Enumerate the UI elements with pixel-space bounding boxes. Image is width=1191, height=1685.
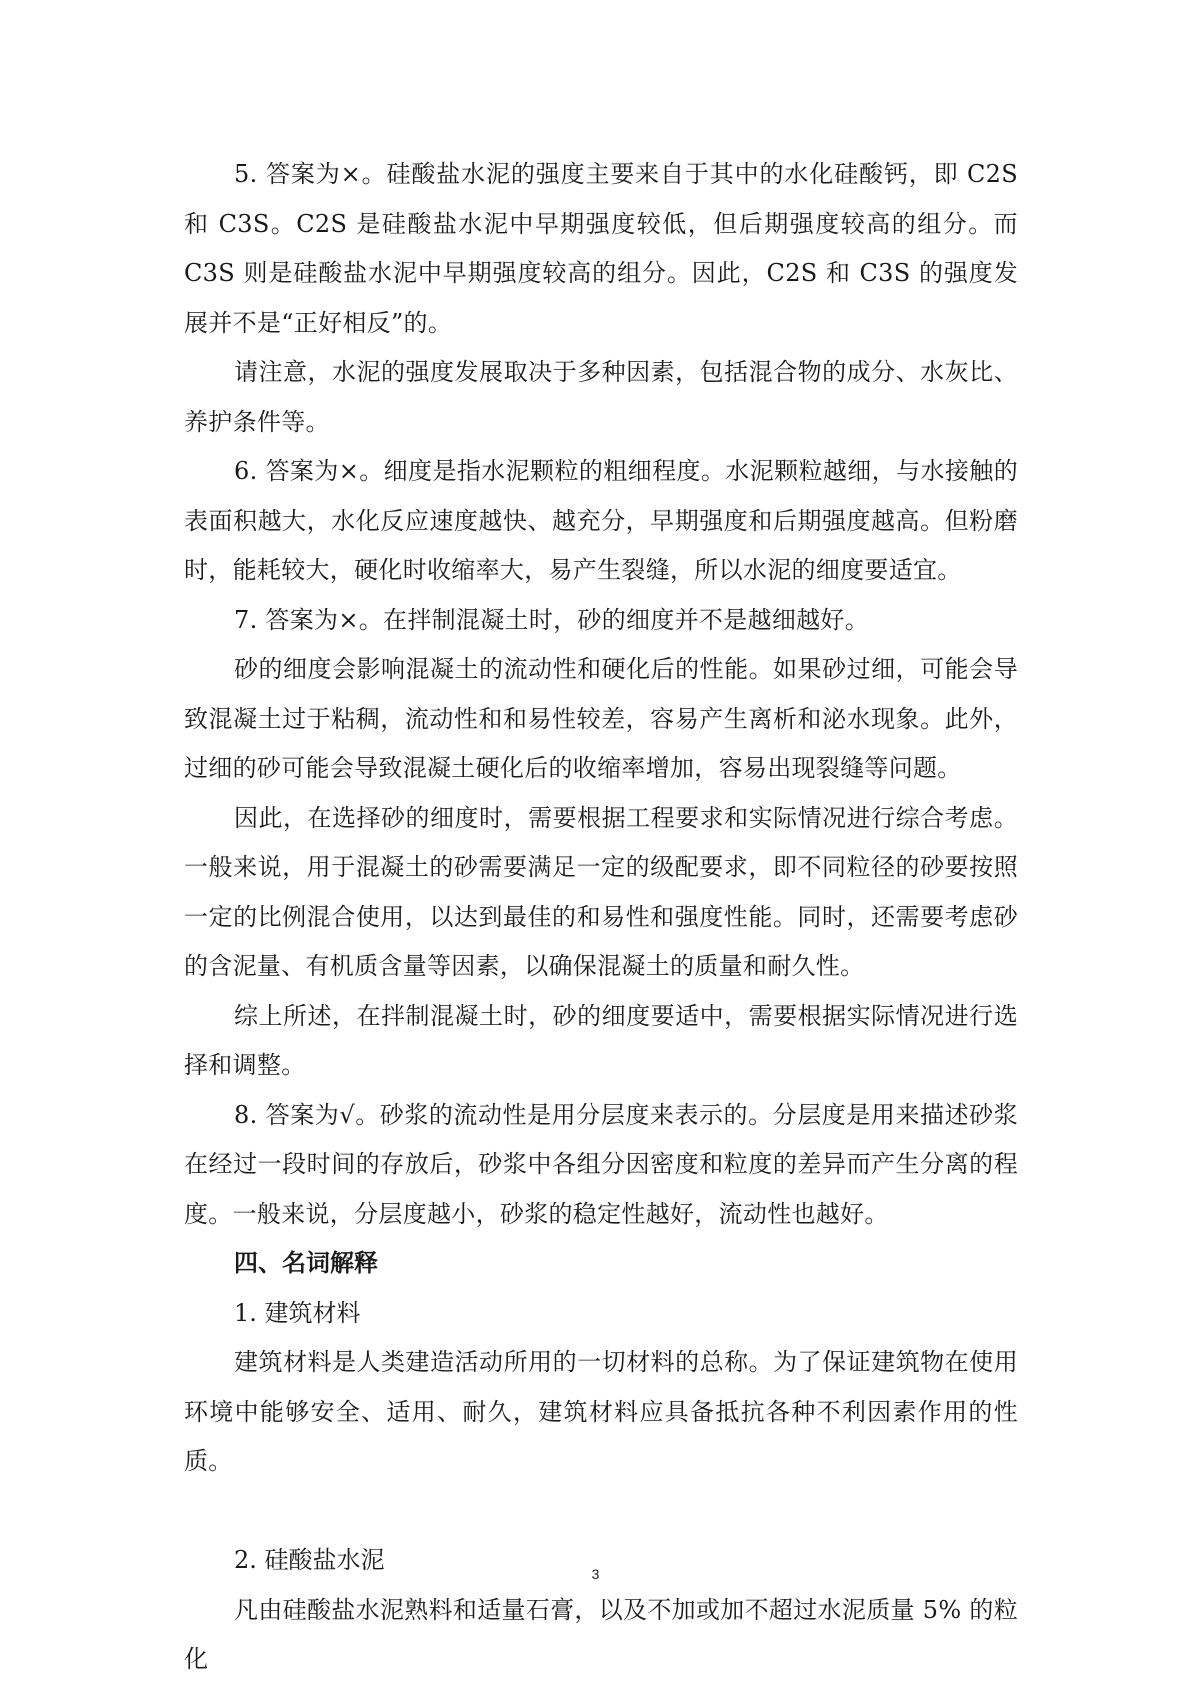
answer-6-paragraph: 6. 答案为×。细度是指水泥颗粒的粗细程度。水泥颗粒越细，与水接触的表面积越大，水化反应速度越快、越充分，早期强度和后期强度越高。但粉磨时，能耗较大，硬化时收缩率大，易产生裂缝，所以水泥的细度要适宜。 <box>184 457 1018 584</box>
answer-5-paragraph: 5. 答案为×。硅酸盐水泥的强度主要来自于其中的水化硅酸钙，即 C2S 和 C3S。C2S 是硅酸盐水泥中早期强度较低，但后期强度较高的组分。而 C3S 则是硅酸盐水泥中早期强度较高的组分。因此，C2S 和 C3S 的强度发展并不是“正好相反”的。 <box>184 160 1018 337</box>
section-heading: 四、名词解释 <box>234 1249 378 1277</box>
answer-8-paragraph: 8. 答案为√。砂浆的流动性是用分层度来表示的。分层度是用来描述砂浆在经过一段时间的存放后，砂浆中各组分因密度和粒度的差异而产生分离的程度。一般来说，分层度越小，砂浆的稳定性越好，流动性也越好。 <box>184 1100 1018 1228</box>
term-1-title: 1. 建筑材料 <box>234 1298 361 1327</box>
answer-7-detail-a: 砂的细度会影响混凝土的流动性和硬化后的性能。如果砂过细，可能会导致混凝土过于粘稠，流动性和和易性较差，容易产生离析和泌水现象。此外，过细的砂可能会导致混凝土硬化后的收缩率增加，容易出现裂缝等问题。 <box>184 655 1018 782</box>
blank-line <box>184 1487 1018 1537</box>
answer-7-detail-b: 因此，在选择砂的细度时，需要根据工程要求和实际情况进行综合考虑。一般来说，用于混凝土的砂需要满足一定的级配要求，即不同粒径的砂要按照一定的比例混合使用，以达到最佳的和易性和强度性能。同时，还需要考虑砂的含泥量、有机质含量等因素，以确保混凝土的质量和耐久性。 <box>184 803 1018 980</box>
answer-5-note: 请注意，水泥的强度发展取决于多种因素，包括混合物的成分、水灰比、养护条件等。 <box>184 358 1018 436</box>
term-2-definition: 凡由硅酸盐水泥熟料和适量石膏，以及不加或加不超过水泥质量 5% 的粒化 <box>184 1595 1018 1673</box>
page-content <box>184 150 1018 1685</box>
answer-7-paragraph: 7. 答案为×。在拌制混凝土时，砂的细度并不是越细越好。 <box>234 605 870 634</box>
page-number: 3 <box>591 1566 600 1582</box>
term-1-definition: 建筑材料是人类建造活动所用的一切材料的总称。为了保证建筑物在使用环境中能够安全、适用、耐久，建筑材料应具备抵抗各种不利因素作用的性质。 <box>184 1348 1018 1475</box>
answer-7-detail-c: 综上所述，在拌制混凝土时，砂的细度要适中，需要根据实际情况进行选择和调整。 <box>184 1001 1018 1079</box>
term-2-title: 2. 硅酸盐水泥 <box>234 1546 385 1574</box>
